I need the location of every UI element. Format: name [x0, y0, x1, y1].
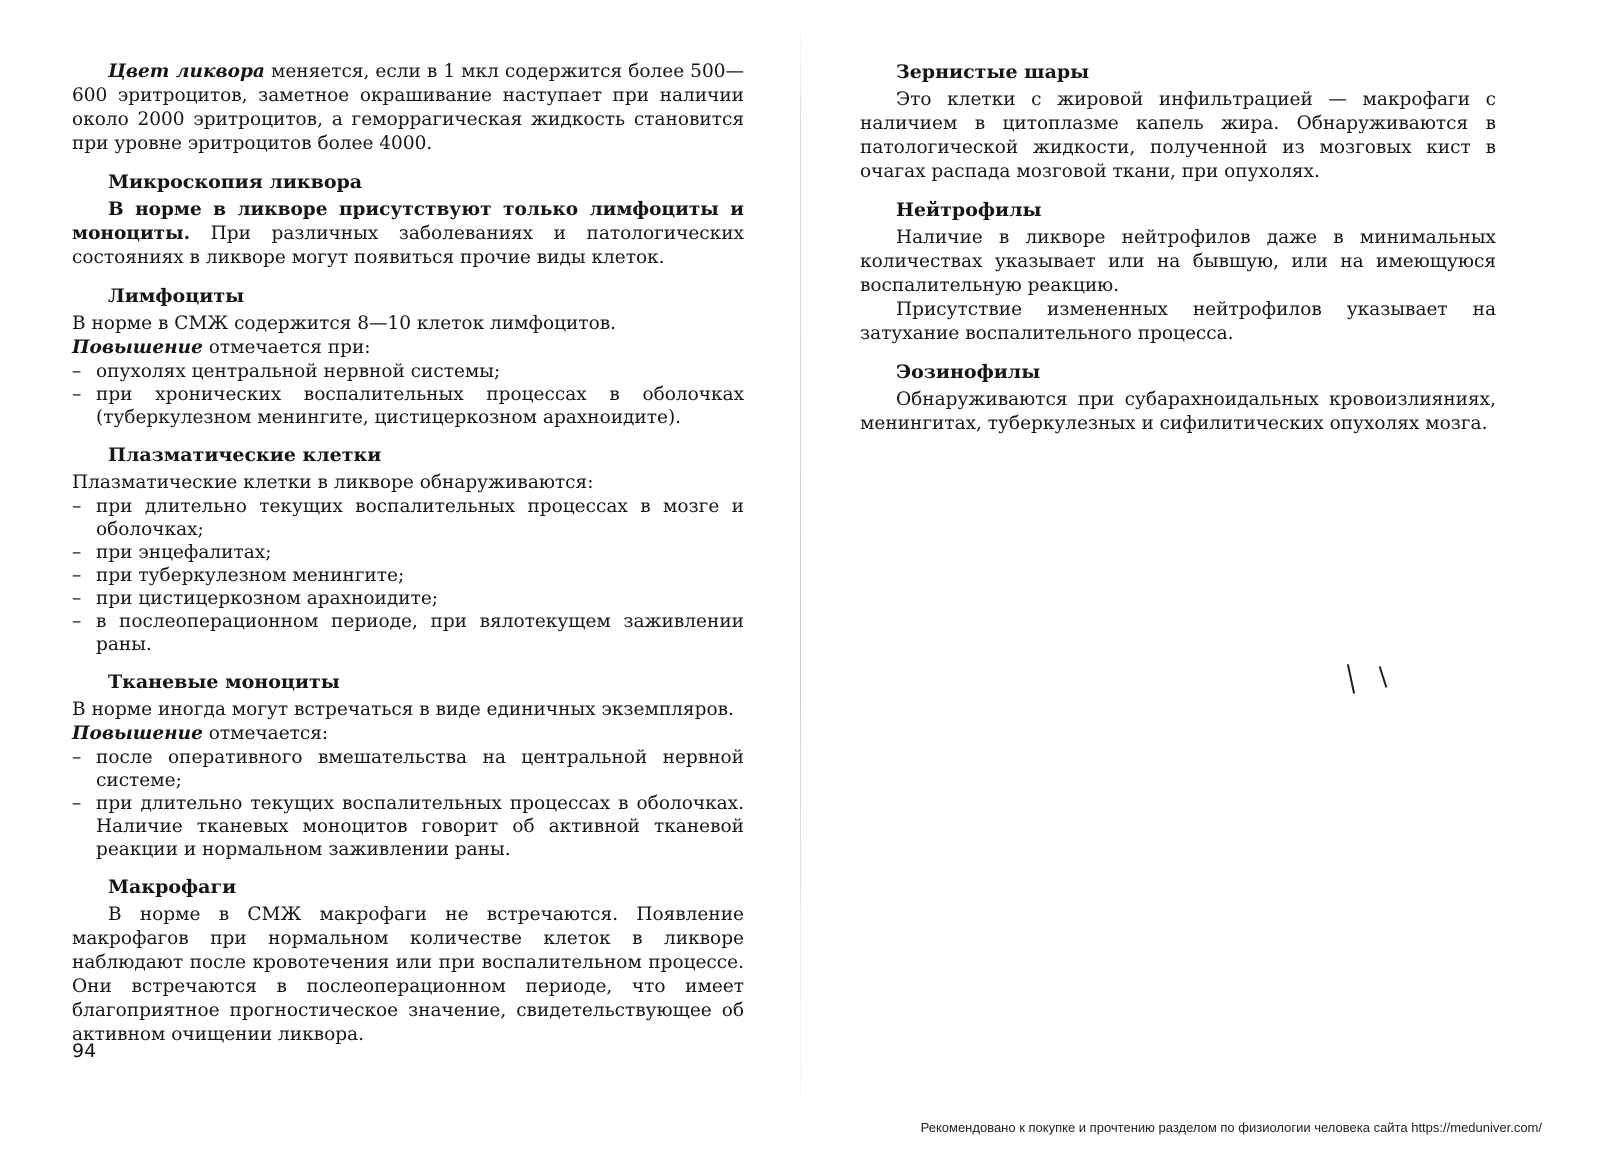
list-item: – при хронических воспалительных процессах в оболочках (туберкулезном менингите, цистицеркозном арахноидите).: [72, 383, 744, 429]
lymphocytes-list: [72, 360, 744, 429]
tissue-norm: В норме иногда могут встречаться в виде единичных экземпляров.: [72, 699, 734, 720]
list-item: – при цистицеркозном арахноидите;: [72, 587, 744, 610]
right-page: [860, 60, 1496, 436]
microscopy-text: При различных заболеваниях и патологических состояниях в ликворе могут появиться прочие виды клеток.: [72, 223, 744, 268]
neutrophils-paragraph-2: Присутствие измененных нейтрофилов указывает на затухание воспалительного процесса.: [860, 299, 1496, 344]
left-page: [72, 60, 744, 1047]
neutrophils-paragraph-1: Наличие в ликворе нейтрофилов даже в минимальных количествах указывает или на бывшую, или на имеющуюся воспалительную реакцию.: [860, 227, 1496, 296]
lymphocytes-increase-text: отмечается при:: [202, 337, 371, 358]
heading-plasma-cells: Плазматические клетки: [108, 444, 382, 466]
heading-microscopy: Микроскопия ликвора: [108, 171, 363, 193]
scan-mark: [1347, 664, 1355, 694]
csf-color-term: Цвет ликвора: [108, 61, 265, 82]
heading-eosinophils: Эозинофилы: [896, 361, 1041, 383]
scan-mark: [1379, 666, 1387, 687]
tissue-increase-term: Повышение: [72, 723, 203, 744]
list-item: – при энцефалитах;: [72, 541, 744, 564]
list-item: – при длительно текущих воспалительных процессах в оболочках. Наличие тканевых моноцитов говорит об активной тканевой реакции и нормальном заживлении раны.: [72, 792, 744, 861]
microscopy-paragraph: [72, 198, 744, 270]
tissue-list: [72, 746, 744, 861]
footer-recommendation: Рекомендовано к покупке и прочтению разделом по физиологии человека сайта https://meduniver.com/: [920, 1120, 1542, 1135]
heading-macrophages: Макрофаги: [108, 876, 237, 898]
csf-color-text: меняется, если в 1 мкл содержится более 500—600 эритроцитов, заметное окрашивание наступает при наличии около 2000 эритроцитов, а геморрагическая жидкость становится при уровне эритроцитов более 4000.: [72, 61, 744, 154]
plasma-intro: Плазматические клетки в ликворе обнаруживаются:: [72, 472, 594, 493]
lymphocytes-increase-term: Повышение: [72, 337, 203, 358]
list-item: – опухолях центральной нервной системы;: [72, 360, 744, 383]
heading-neutrophils: Нейтрофилы: [896, 199, 1042, 221]
tissue-increase-text: отмечается:: [202, 723, 329, 744]
list-item: – при туберкулезном менингите;: [72, 564, 744, 587]
plasma-list: [72, 495, 744, 656]
macrophages-paragraph: В норме в СМЖ макрофаги не встречаются. Появление макрофагов при нормальном количестве клеток в ликворе наблюдают после кровотечения или при воспалительном процессе. Они встречаются в послеоперационном периоде, что имеет благоприятное прогностическое значение, свидетельствующее об активном очищении ликвора.: [72, 904, 744, 1045]
lymphocytes-increase: [72, 336, 744, 360]
microscopy-bold-statement: В норме в ликворе присутствуют только лимфоциты и моноциты.: [72, 199, 744, 244]
book-gutter: [800, 20, 801, 1140]
csf-color-paragraph: [72, 60, 744, 156]
heading-tissue-monocytes: Тканевые моноциты: [108, 671, 340, 693]
list-item: – после оперативного вмешательства на центральной нервной системе;: [72, 746, 744, 792]
list-item: – при длительно текущих воспалительных процессах в мозге и оболочках;: [72, 495, 744, 541]
lymphocytes-norm: В норме в СМЖ содержится 8—10 клеток лимфоцитов.: [72, 313, 616, 334]
list-item: – в послеоперационном периоде, при вялотекущем заживлении раны.: [72, 610, 744, 656]
eosinophils-paragraph: Обнаруживаются при субарахноидальных кровоизлияниях, менингитах, туберкулезных и сифилитических опухолях мозга.: [860, 389, 1496, 434]
heading-lymphocytes: Лимфоциты: [108, 285, 245, 307]
tissue-increase: [72, 722, 744, 746]
heading-granular-balls: Зернистые шары: [896, 61, 1090, 83]
page-number: 94: [72, 1040, 97, 1062]
granular-paragraph: Это клетки с жировой инфильтрацией — макрофаги с наличием в цитоплазме капель жира. Обнаруживаются в патологической жидкости, полученной из мозговых кист в очагах распада мозговой ткани, при опухолях.: [860, 89, 1496, 182]
